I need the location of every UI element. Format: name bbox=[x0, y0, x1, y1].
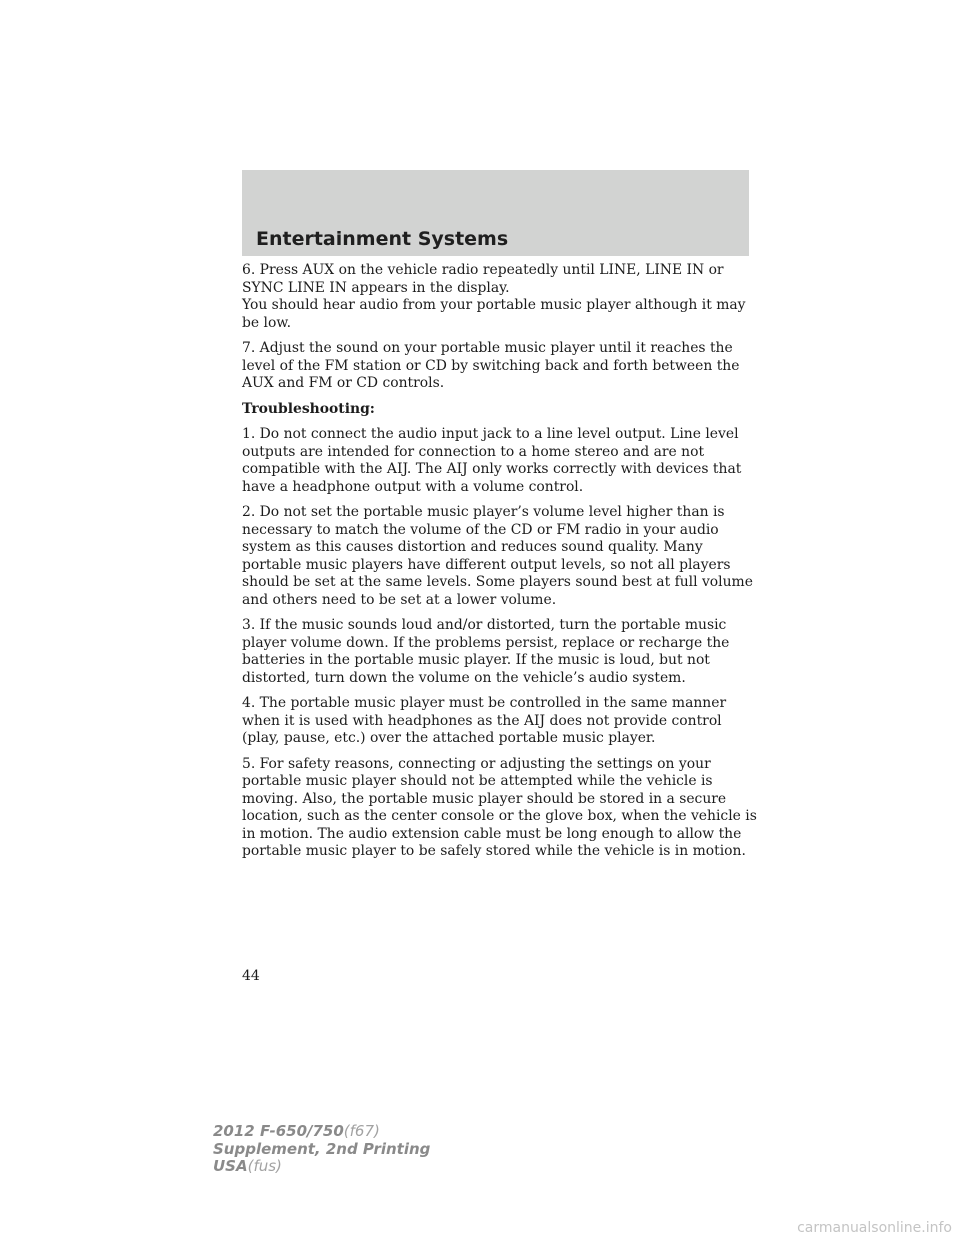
text-line: portable music players have different output levels, so not all players bbox=[242, 556, 731, 573]
text-line: system as this causes distortion and reduces sound quality. Many bbox=[242, 539, 703, 555]
manual-body bbox=[242, 262, 762, 869]
troubleshooting-heading: Troubleshooting: bbox=[242, 400, 375, 417]
footer-printing: Supplement, 2nd Printing bbox=[213, 1139, 431, 1158]
troubleshooting-item-5 bbox=[242, 756, 762, 861]
troubleshooting-item-1 bbox=[242, 426, 762, 496]
site-watermark: carmanualsonline.info bbox=[797, 1220, 952, 1236]
text-line: distorted, turn down the volume on the vehicle’s audio system. bbox=[242, 669, 686, 686]
text-line: when it is used with headphones as the AIJ does not provide control bbox=[242, 712, 722, 729]
text-line: necessary to match the volume of the CD or FM radio in your audio bbox=[242, 521, 719, 538]
print-footer bbox=[213, 1123, 430, 1176]
footer-model-code: (f67) bbox=[343, 1122, 380, 1140]
text-line: batteries in the portable music player. If the music is loud, but not bbox=[242, 652, 710, 668]
footer-region-line bbox=[213, 1158, 430, 1176]
text-line: 6. Press AUX on the vehicle radio repeatedly until LINE, LINE IN or bbox=[242, 262, 724, 278]
footer-model-line bbox=[213, 1123, 430, 1141]
text-line: 2. Do not set the portable music player’s volume level higher than is bbox=[242, 504, 725, 520]
text-line: You should hear audio from your portable music player although it may bbox=[242, 297, 746, 313]
text-line: outputs are intended for connection to a home stereo and are not bbox=[242, 443, 705, 460]
text-line: 3. If the music sounds loud and/or distorted, turn the portable music bbox=[242, 617, 727, 633]
text-line: AUX and FM or CD controls. bbox=[242, 375, 445, 391]
section-title: Entertainment Systems bbox=[256, 228, 509, 250]
section-header-band bbox=[242, 170, 749, 256]
troubleshooting-item-4 bbox=[242, 695, 762, 748]
text-line: moving. Also, the portable music player should be stored in a secure bbox=[242, 790, 727, 807]
troubleshooting-item-3 bbox=[242, 617, 762, 687]
footer-model: 2012 F-650/750 bbox=[213, 1122, 344, 1140]
text-line: 1. Do not connect the audio input jack to a line level output. Line level bbox=[242, 426, 739, 442]
text-line: be low. bbox=[242, 314, 291, 331]
page-number: 44 bbox=[242, 968, 260, 984]
text-line: (play, pause, etc.) over the attached portable music player. bbox=[242, 730, 656, 746]
text-line: level of the FM station or CD by switching back and forth between the bbox=[242, 357, 740, 374]
text-line: 4. The portable music player must be controlled in the same manner bbox=[242, 695, 727, 711]
step-6-paragraph bbox=[242, 262, 762, 332]
text-line: player volume down. If the problems persist, replace or recharge the bbox=[242, 634, 730, 651]
text-line: 5. For safety reasons, connecting or adjusting the settings on your bbox=[242, 755, 711, 772]
text-line: 7. Adjust the sound on your portable music player until it reaches the bbox=[242, 340, 733, 356]
text-line: and others need to be set at a lower volume. bbox=[242, 591, 557, 608]
text-line: in motion. The audio extension cable must be long enough to allow the bbox=[242, 825, 742, 842]
text-line: compatible with the AIJ. The AIJ only works correctly with devices that bbox=[242, 461, 742, 477]
footer-region-code: (fus) bbox=[247, 1157, 282, 1175]
troubleshooting-item-2 bbox=[242, 504, 762, 609]
text-line: should be set at the same levels. Some players sound best at full volume bbox=[242, 574, 753, 590]
text-line: portable music player to be safely stored while the vehicle is in motion. bbox=[242, 843, 746, 859]
text-line: portable music player should not be attempted while the vehicle is bbox=[242, 773, 713, 789]
text-line: SYNC LINE IN appears in the display. bbox=[242, 279, 510, 296]
text-line: location, such as the center console or the glove box, when the vehicle is bbox=[242, 808, 757, 824]
footer-region: USA bbox=[213, 1157, 248, 1175]
step-7-paragraph bbox=[242, 340, 762, 393]
text-line: have a headphone output with a volume control. bbox=[242, 478, 584, 495]
